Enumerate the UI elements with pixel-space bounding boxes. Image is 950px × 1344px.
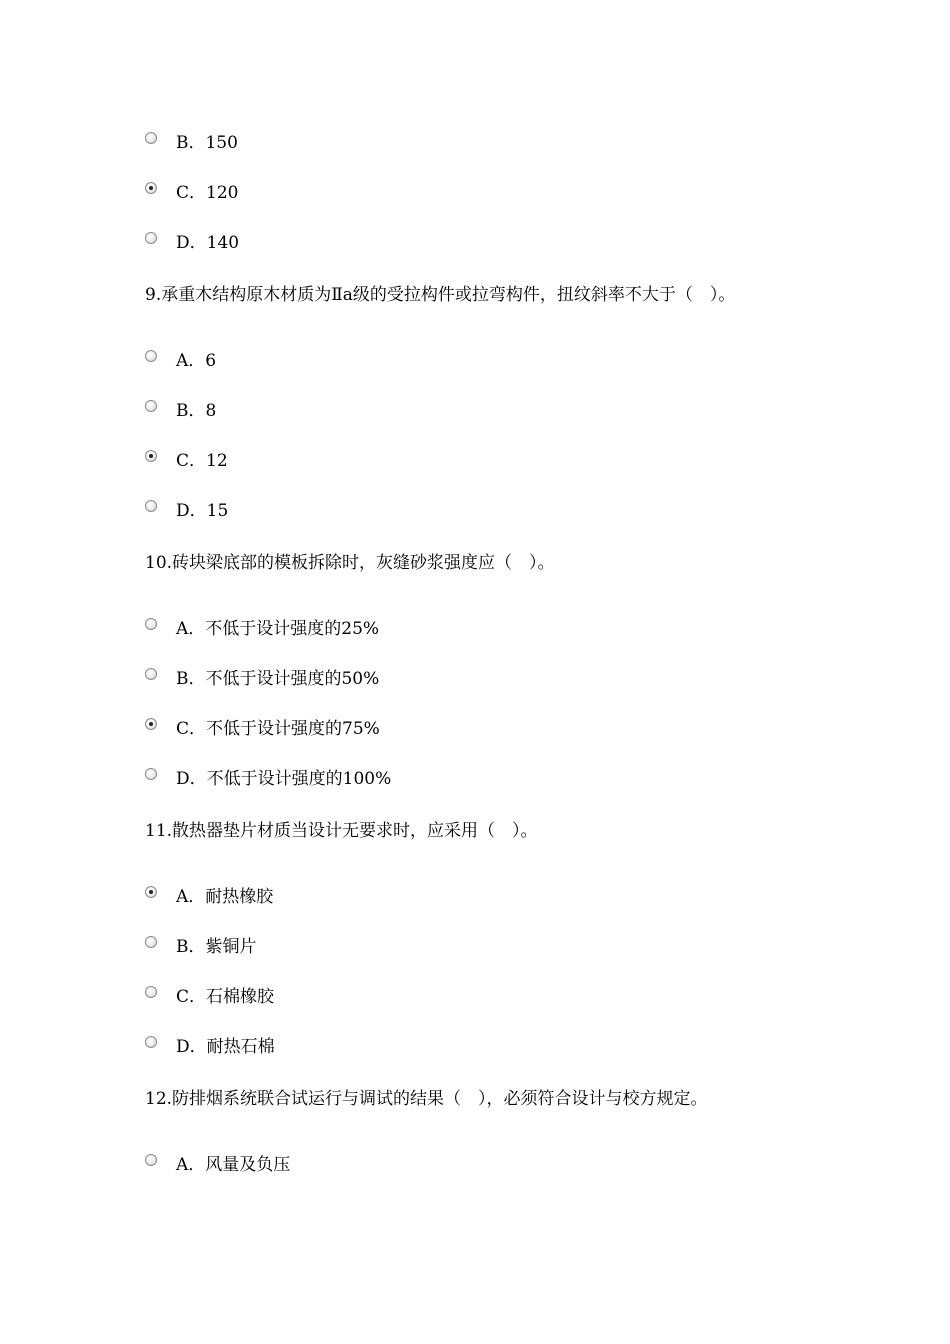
question-9: 9.承重木结构原木材质为Ⅱa级的受拉构件或拉弯构件，扭纹斜率不大于（ ）。 <box>145 285 736 305</box>
radio-button-selected[interactable] <box>145 718 157 730</box>
radio-button[interactable] <box>145 668 157 680</box>
option-label: C．120 <box>176 183 239 203</box>
radio-button[interactable] <box>145 1154 157 1166</box>
option-label: A．耐热橡胶 <box>176 887 274 907</box>
radio-button-selected[interactable] <box>145 886 157 898</box>
radio-button[interactable] <box>145 1036 157 1048</box>
option-label: D．140 <box>176 233 240 253</box>
option-label: D．耐热石棉 <box>176 1037 275 1057</box>
radio-button[interactable] <box>145 232 157 244</box>
radio-button[interactable] <box>145 768 157 780</box>
option-label: A．不低于设计强度的25% <box>176 619 380 639</box>
radio-button[interactable] <box>145 936 157 948</box>
option-label: C．12 <box>176 451 228 471</box>
radio-button[interactable] <box>145 132 157 144</box>
option-label: A．风量及负压 <box>176 1155 291 1175</box>
radio-button-selected[interactable] <box>145 450 157 462</box>
option-label: B．不低于设计强度的50% <box>176 669 380 689</box>
radio-button[interactable] <box>145 986 157 998</box>
option-label: C．石棉橡胶 <box>176 987 275 1007</box>
option-label: C．不低于设计强度的75% <box>176 719 380 739</box>
radio-button[interactable] <box>145 618 157 630</box>
radio-button[interactable] <box>145 400 157 412</box>
radio-button-selected[interactable] <box>145 182 157 194</box>
question-11: 11.散热器垫片材质当设计无要求时，应采用（ ）。 <box>145 821 538 841</box>
radio-button[interactable] <box>145 350 157 362</box>
option-label: B．紫铜片 <box>176 937 257 957</box>
option-label: B．8 <box>176 401 217 421</box>
option-label: B．150 <box>176 133 238 153</box>
question-12: 12.防排烟系统联合试运行与调试的结果（ ），必须符合设计与校方规定。 <box>145 1089 708 1109</box>
option-label: A．6 <box>176 351 217 371</box>
question-10: 10.砖块梁底部的模板拆除时，灰缝砂浆强度应（ ）。 <box>145 553 555 573</box>
option-label: D．不低于设计强度的100% <box>176 769 392 789</box>
option-label: D．15 <box>176 501 229 521</box>
radio-button[interactable] <box>145 500 157 512</box>
